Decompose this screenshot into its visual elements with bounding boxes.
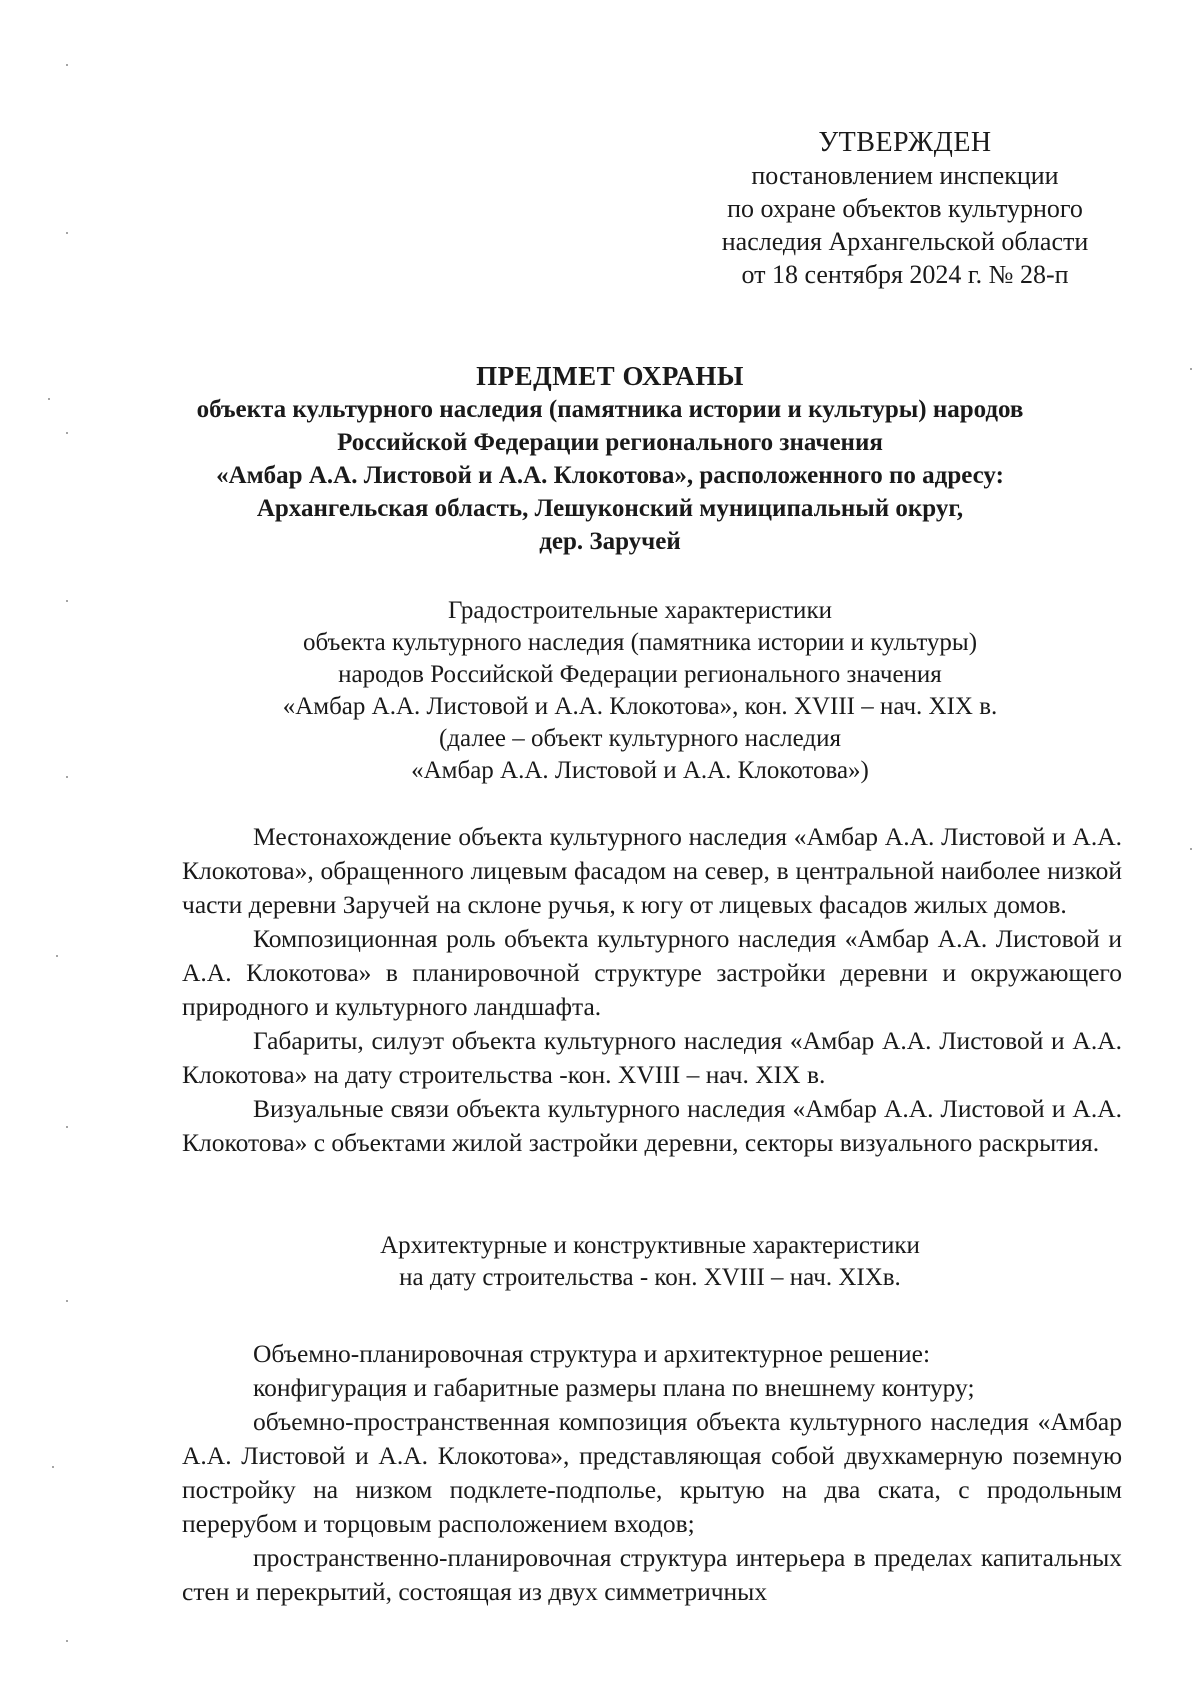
section-heading-line: народов Российской Федерации регионального значения (338, 661, 942, 688)
section-body-architecture (182, 1337, 1122, 1609)
scan-speck (1190, 848, 1192, 850)
section-body-urban (182, 820, 1122, 1160)
section-heading-line: Градостроительные характеристики (448, 597, 832, 624)
body-paragraph: Объемно-планировочная структура и архитектурное решение: (253, 1339, 931, 1368)
title-line: дер. Заручей (539, 528, 681, 555)
scan-speck (66, 1300, 68, 1302)
title-line: объекта культурного наследия (памятника истории и культуры) народов (196, 396, 1024, 423)
scan-speck (66, 432, 68, 434)
scan-speck (56, 955, 58, 957)
document-title: ПРЕДМЕТ ОХРАНЫ (476, 361, 744, 391)
body-paragraph: Местонахождение объекта культурного наследия «Амбар А.А. Листовой и А.А. Клокотова», обращенного лицевым фасадом на север, в центральной наиболее низкой части деревни Заручей на склоне ручья, к югу от лицевых фасадов жилых домов. (182, 822, 1122, 919)
section-heading-line: (далее – объект культурного наследия (438, 725, 842, 752)
title-line: Российской Федерации регионального значения (337, 429, 883, 456)
scan-speck (52, 1466, 54, 1468)
approval-heading: УТВЕРЖДЕН (818, 127, 992, 158)
approval-line: постановлением инспекции (751, 161, 1059, 190)
scan-speck (66, 600, 68, 602)
scan-speck (1190, 368, 1192, 370)
section-heading-line: «Амбар А.А. Листовой и А.А. Клокотова») (411, 757, 869, 784)
scan-speck (66, 1126, 68, 1128)
body-paragraph: Визуальные связи объекта культурного наследия «Амбар А.А. Листовой и А.А. Клокотова» с объектами жилой застройки деревни, секторы визуального раскрытия. (182, 1094, 1122, 1157)
body-paragraph: конфигурация и габаритные размеры плана по внешнему контуру; (253, 1373, 975, 1402)
body-paragraph: Габариты, силуэт объекта культурного наследия «Амбар А.А. Листовой и А.А. Клокотова» на дату строительства -кон. XVIII – нач. XIX в. (182, 1026, 1122, 1089)
approval-line: наследия Архангельской области (721, 227, 1089, 256)
section-heading-line: «Амбар А.А. Листовой и А.А. Клокотова», кон. XVIII – нач. XIX в. (282, 693, 998, 720)
title-line: «Амбар А.А. Листовой и А.А. Клокотова», расположенного по адресу: (216, 462, 1004, 489)
body-paragraph: пространственно-планировочная структура интерьера в пределах капитальных стен и перекрытий, состоящая из двух симметричных (182, 1543, 1122, 1606)
scan-speck (66, 232, 68, 234)
body-paragraph: объемно-пространственная композиция объекта культурного наследия «Амбар А.А. Листовой и А.А. Клокотова», представляющая собой двухкамерную поземную постройку на низком подклете-подполье, крытую на два ската, с продольным перерубом и торцовым расположением входов; (182, 1407, 1122, 1538)
section-heading-architecture (300, 1230, 1000, 1294)
section-heading-line: Архитектурные и конструктивные характеристики (380, 1232, 920, 1259)
scan-speck (66, 776, 68, 778)
document-title-block (130, 360, 1090, 558)
title-line: Архангельская область, Лешуконский муниципальный округ, (256, 495, 964, 522)
scan-speck (48, 398, 50, 400)
scan-speck (66, 64, 68, 66)
section-heading-urban (220, 595, 1060, 787)
body-paragraph: Композиционная роль объекта культурного наследия «Амбар А.А. Листовой и А.А. Клокотова» в планировочной структуре застройки деревни и окружающего природного и культурного ландшафта. (182, 924, 1122, 1021)
section-heading-line: на дату строительства - кон. XVIII – нач. XIXв. (399, 1264, 901, 1291)
approval-date-line: от 18 сентября 2024 г. № 28-п (741, 260, 1069, 289)
approval-line: по охране объектов культурного (727, 194, 1083, 223)
section-heading-line: объекта культурного наследия (памятника истории и культуры) (302, 629, 978, 656)
approval-block (680, 126, 1130, 291)
scan-speck (66, 1640, 68, 1642)
